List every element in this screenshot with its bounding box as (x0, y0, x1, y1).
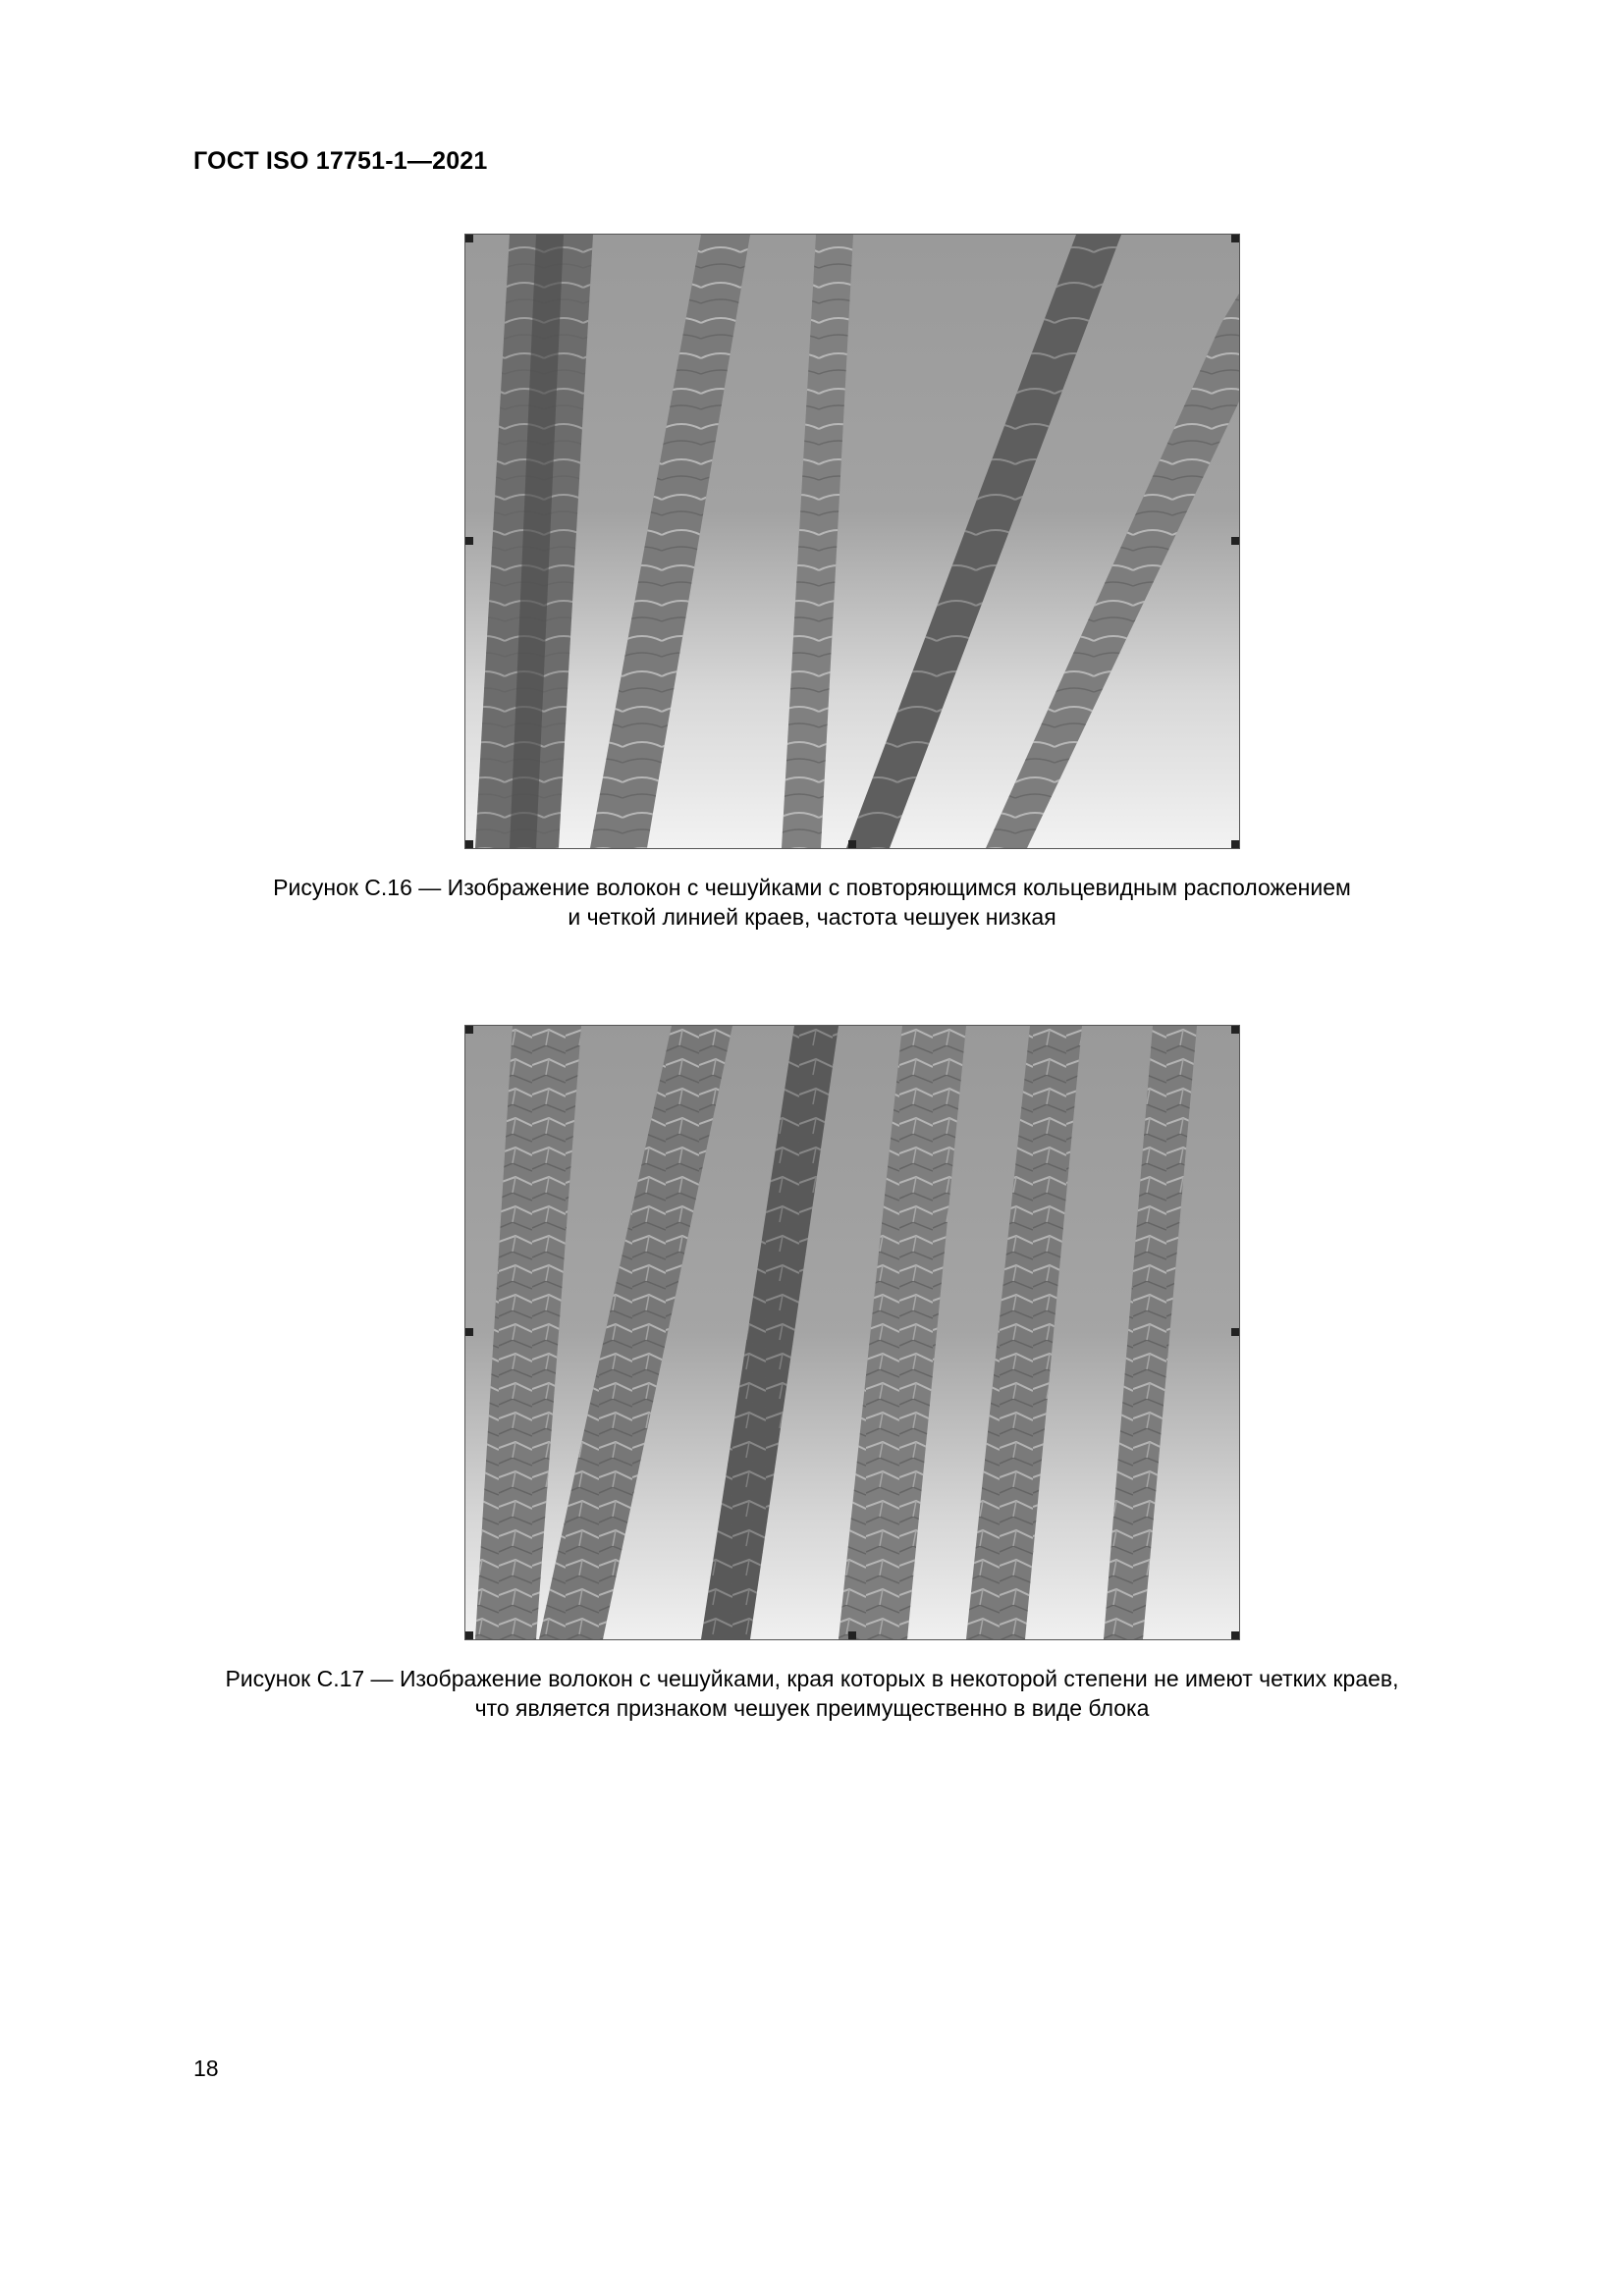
caption-line: Рисунок С.17 — Изображение волокон с чешуйками, края которых в некоторой степени не имеют четких краев, (225, 1666, 1399, 1691)
figure-c17-micrograph (464, 1025, 1240, 1640)
frame-handle (848, 840, 856, 848)
frame-handle (1231, 840, 1239, 848)
fiber-micrograph-c17 (465, 1026, 1239, 1639)
frame-handle (465, 840, 473, 848)
frame-handle (465, 1631, 473, 1639)
frame-handle (1231, 1328, 1239, 1336)
frame-handle (1231, 1631, 1239, 1639)
figure-c17-caption (147, 1664, 1477, 1723)
frame-handle (1231, 235, 1239, 242)
figure-c16-caption (147, 873, 1477, 932)
frame-handle (848, 1631, 856, 1639)
frame-handle (1231, 537, 1239, 545)
document-header: ГОСТ ISO 17751-1—2021 (193, 147, 488, 175)
frame-handle (465, 1026, 473, 1034)
frame-handle (465, 1328, 473, 1336)
frame-handle (1231, 1026, 1239, 1034)
frame-handle (465, 537, 473, 545)
caption-line: и четкой линией краев, частота чешуек низкая (568, 904, 1056, 930)
frame-handle (465, 235, 473, 242)
caption-line: Рисунок С.16 — Изображение волокон с чешуйками с повторяющимся кольцевидным расположением (273, 875, 1351, 900)
fiber-micrograph-c16 (465, 235, 1239, 848)
caption-line: что является признаком чешуек преимущественно в виде блока (474, 1695, 1150, 1721)
figure-c16-micrograph (464, 234, 1240, 849)
page-number: 18 (193, 2056, 219, 2081)
